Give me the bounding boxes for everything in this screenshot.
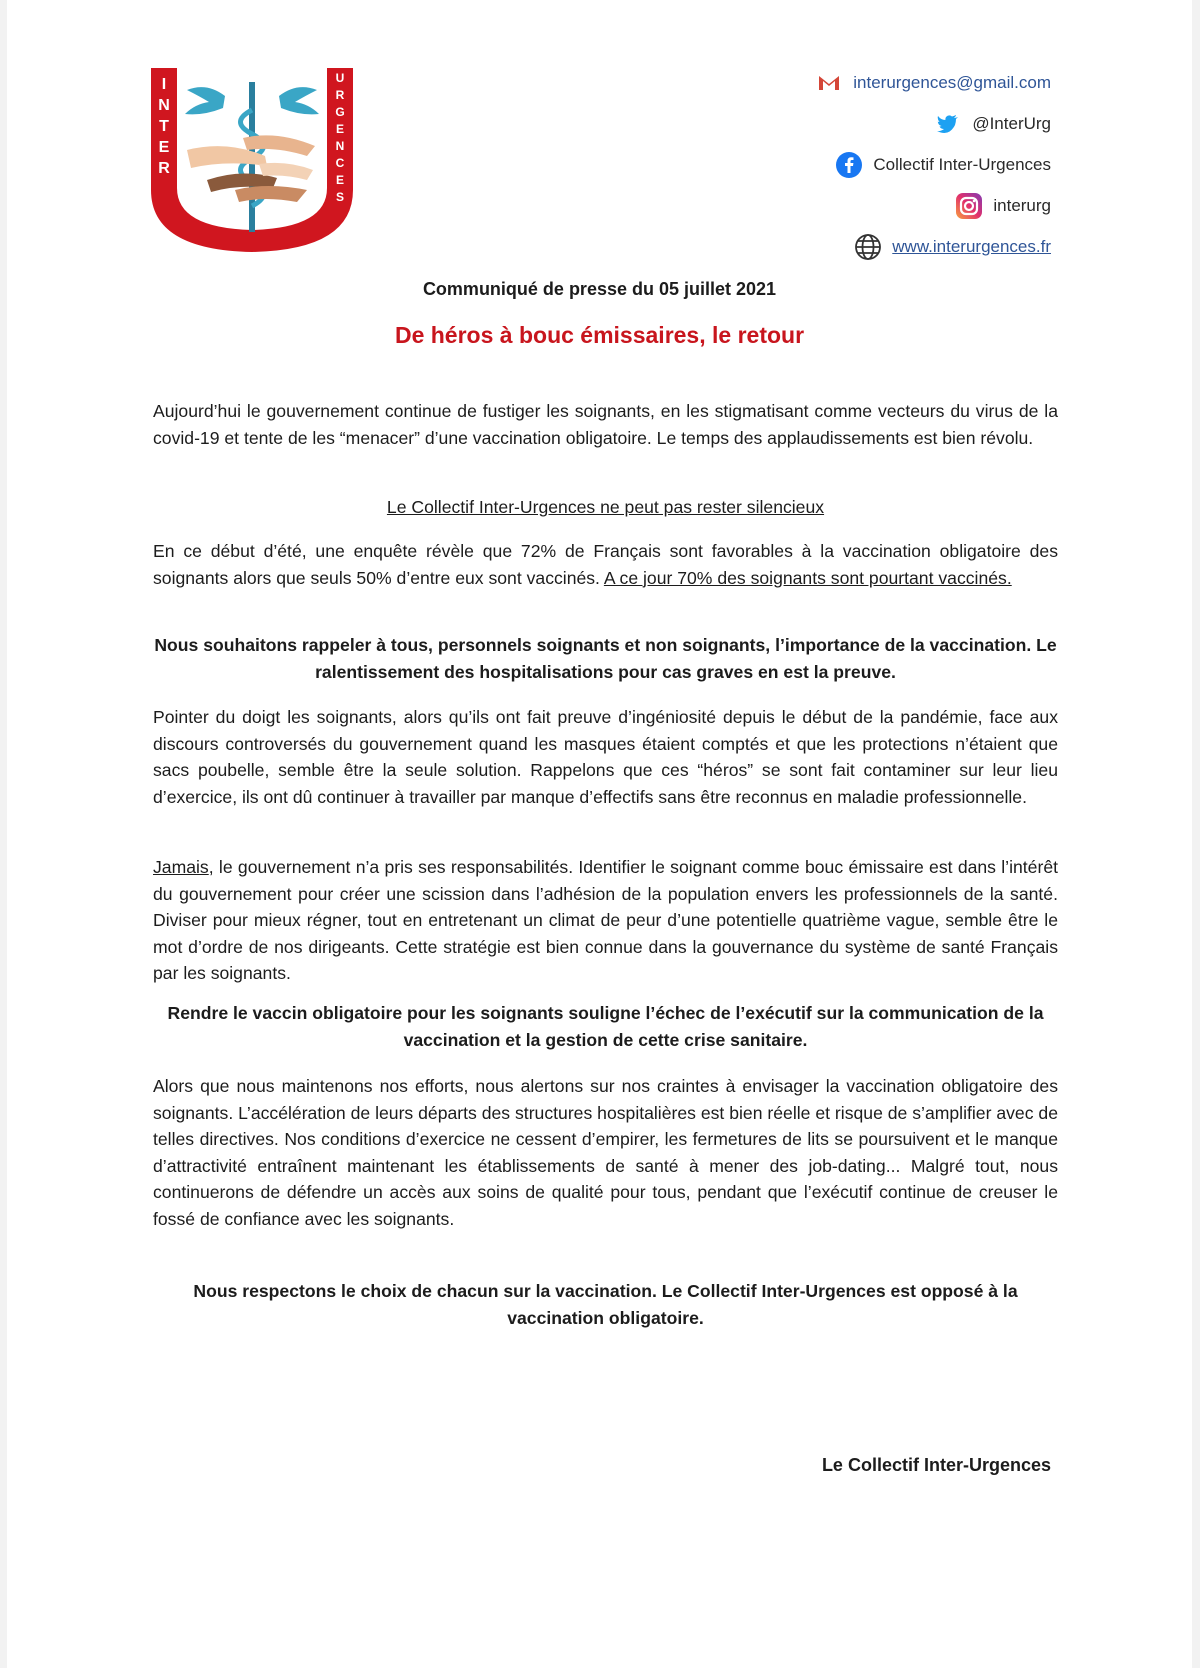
paragraph-government [153, 854, 1058, 987]
bold-statement-opposition: Nous respectons le choix de chacun sur la vaccination. Le Collectif Inter-Urgences est opposé à la vaccination obligatoire. [193, 1281, 1018, 1328]
contact-instagram-text: interurg [993, 195, 1051, 215]
press-release-title: De héros à bouc émissaires, le retour [394, 322, 805, 348]
signature: Le Collectif Inter-Urgences [821, 1455, 1051, 1475]
bold-statement-mandatory: Rendre le vaccin obligatoire pour les soignants souligne l’échec de l’exécutif sur la communication de la vaccination et la gestion de cette crise sanitaire. [167, 1003, 1044, 1050]
survey-underlined-text: A ce jour 70% des soignants sont pourtant vaccinés. [603, 567, 1012, 588]
survey-text: En ce début d’été, une enquête révèle que 72% de Français sont favorables à la vaccination obligatoire des soignants alors que seuls 50% d’entre eux sont vaccinés. [153, 541, 1058, 588]
paragraph-concerns: Alors que nous maintenons nos efforts, nous alertons sur nos craintes à envisager la vaccination obligatoire des soignants. L’accélération de leurs départs des structures hospitalières est bien réelle et risque de s’amplifier avec de telles directives. Nos conditions d’exercice ne cessent d’empirer, les fermetures de lits se poursuivent et le manque d’attractivité entraînent maintenant les établissements de santé à mener des job-dating... Malgré tout, nous continuerons de défendre un accès aux soins de qualité pour tous, pendant que l’exécutif continue de creuser le fossé de confiance avec les soignants. [153, 1076, 1058, 1229]
paragraph-intro: Aujourd’hui le gouvernement continue de fustiger les soignants, en les stigmatisant comme vecteurs du virus de la covid-19 et tente de les “menacer” d’une vaccination obligatoire. Le temps des applaudissements est bien révolu. [153, 401, 1058, 448]
jamais-underlined: Jamais [153, 857, 209, 877]
paragraph-survey [153, 538, 1058, 591]
globe-icon [854, 233, 882, 261]
contact-instagram[interactable] [631, 185, 1051, 226]
gmail-icon [815, 69, 843, 97]
contact-facebook[interactable] [631, 144, 1051, 185]
contact-facebook-text: Collectif Inter-Urgences [873, 154, 1051, 174]
instagram-icon [955, 192, 983, 220]
contact-email[interactable] [631, 62, 1051, 103]
contact-list [631, 62, 1051, 267]
logo-urgences-letters: U R G E N C E S [335, 71, 345, 204]
website-link[interactable]: www.interurgences.fr [892, 236, 1051, 256]
government-text: , le gouvernement n’a pris ses responsabilités. Identifier le soignant comme bouc émissaire est dans l’intérêt du gouvernement pour créer une scission dans l’adhésion de la population envers les professionnels de la santé. Diviser pour mieux régner, tout en entretenant un climat de peur d’une potentielle quatrième vague, semble être le mot d’ordre de nos dirigeants. Cette stratégie est bien connue dans la gouvernance du système de santé Français par les soignants. [153, 857, 1058, 983]
press-release-page [7, 0, 1192, 1668]
subheading-collectif: Le Collectif Inter-Urgences ne peut pas rester silencieux [386, 497, 825, 517]
logo-inter-letters: I N T E R [158, 76, 170, 177]
twitter-icon [934, 110, 962, 138]
bold-statement-vaccination: Nous souhaitons rappeler à tous, personnels soignants et non soignants, l’importance de la vaccination. Le ralentissement des hospitalisations pour cas graves en est la preuve. [154, 635, 1057, 682]
contact-email-text: interurgences@gmail.com [853, 72, 1051, 92]
contact-website[interactable] [631, 226, 1051, 267]
contact-twitter[interactable] [631, 103, 1051, 144]
contact-twitter-text: @InterUrg [972, 113, 1051, 133]
paragraph-heroes: Pointer du doigt les soignants, alors qu’ils ont fait preuve d’ingéniosité depuis le début de la pandémie, face aux discours controversés du gouvernement quand les masques étaient comptés et que les protections n’étaient que sacs poubelle, semble être la seule solution. Rappelons que ces “héros” se sont fait contaminer sur leur lieu d’exercice, ils ont dû continuer à travailler par manque d’effectifs sans être reconnus en maladie professionnelle. [153, 707, 1058, 807]
press-release-dateline: Communiqué de presse du 05 juillet 2021 [422, 279, 777, 299]
facebook-icon [835, 151, 863, 179]
inter-urgences-logo [147, 60, 357, 256]
